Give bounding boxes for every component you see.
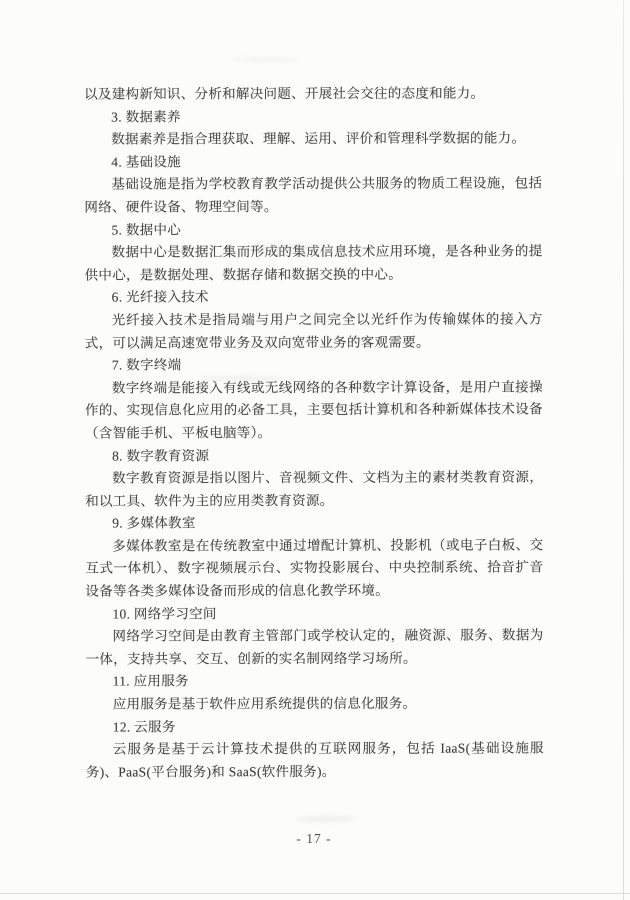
scan-smudge bbox=[295, 816, 355, 822]
page-number: - 17 - bbox=[296, 831, 332, 846]
section-heading: 5. 数据中心 bbox=[111, 221, 182, 238]
definition-section bbox=[84, 218, 542, 287]
definition-section bbox=[85, 444, 543, 513]
section-paragraphs bbox=[86, 692, 544, 716]
paragraph: 基础设施是指为学校教育教学活动提供公共服务的物质工程设施，包括网络、硬件设备、物理空间等。 bbox=[84, 175, 543, 215]
paragraph: 数字终端是能接入有线或无线网络的各种数字计算设备，是用户直接操作的、实现信息化应用的必备工具，主要包括计算机和各种新媒体技术设备（含智能手机、平板电脑等）。 bbox=[84, 379, 543, 441]
scan-smudge bbox=[200, 376, 285, 381]
section-heading: 10. 网络学习空间 bbox=[112, 605, 217, 622]
paragraph: 光纤接入技术是指局端与用户之间完全以光纤作为传输媒体的接入方式，可以满足高速宽带业务及双向宽带业务的客观需要。 bbox=[84, 311, 543, 351]
paragraph-continuation: 以及建构新知识、分析和解决问题、开展社会交往的态度和能力。 bbox=[84, 85, 485, 102]
paragraph: 云服务是基于云计算技术提供的互联网服务，包括 IaaS(基础设施服务)、PaaS(平台服务)和 SaaS(软件服务)。 bbox=[85, 740, 544, 780]
definition-section bbox=[84, 150, 542, 219]
section-paragraphs bbox=[85, 466, 543, 512]
scan-edge-right-line bbox=[623, 0, 624, 900]
section-heading: 4. 基础设施 bbox=[111, 154, 181, 170]
definition-section bbox=[85, 602, 543, 671]
definition-sections bbox=[84, 105, 544, 784]
scan-edge-bottom-line bbox=[0, 893, 630, 894]
section-paragraphs bbox=[85, 534, 543, 603]
definition-section bbox=[84, 105, 542, 151]
section-heading: 11. 应用服务 bbox=[112, 673, 189, 689]
paragraph: 数字教育资源是指以图片、音视频文件、文档为主的素材类教育资源，和以工具、软件为主的应用类教育资源。 bbox=[85, 469, 544, 509]
section-heading: 6. 光纤接入技术 bbox=[111, 289, 209, 305]
definition-section bbox=[85, 512, 543, 604]
definition-section bbox=[86, 670, 544, 716]
section-heading: 12. 云服务 bbox=[112, 718, 176, 735]
section-paragraphs bbox=[84, 173, 542, 219]
paragraph: 多媒体教室是在传统教室中通过增配计算机、投影机（或电子白板、交互式一体机）、数字视频展示台、实物投影展台、中央控制系统、拾音扩音设备等各类多媒体设备而形成的信息化教学环境。 bbox=[85, 537, 544, 599]
section-heading: 3. 数据素养 bbox=[111, 108, 181, 125]
definition-section bbox=[85, 286, 543, 355]
scan-smudge bbox=[245, 245, 330, 251]
definition-section bbox=[85, 354, 543, 446]
section-paragraphs bbox=[84, 128, 542, 152]
definition-section bbox=[86, 715, 544, 784]
scan-smudge bbox=[230, 57, 300, 62]
section-paragraphs bbox=[86, 738, 544, 784]
section-heading: 8. 数字教育资源 bbox=[112, 447, 210, 464]
section-paragraphs bbox=[86, 625, 544, 671]
section-heading: 9. 多媒体教室 bbox=[112, 515, 196, 531]
paragraph: 数据中心是数据汇集而形成的集成信息技术应用环境，是各种业务的提供中心，是数据处理、数据存储和数据交换的中心。 bbox=[84, 243, 543, 283]
section-paragraphs bbox=[85, 376, 543, 445]
section-heading: 7. 数字终端 bbox=[111, 357, 182, 373]
paragraph: 应用服务是基于软件应用系统提供的信息化服务。 bbox=[112, 695, 417, 712]
section-paragraphs bbox=[85, 308, 543, 354]
paragraph: 网络学习空间是由教育主管部门或学校认定的，融资源、服务、数据为一体，支持共享、交互、创新的实名制网络学习场所。 bbox=[85, 627, 544, 667]
document-body bbox=[84, 82, 544, 784]
paragraph: 数据素养是指合理获取、理解、运用、评价和管理科学数据的能力。 bbox=[111, 130, 526, 147]
